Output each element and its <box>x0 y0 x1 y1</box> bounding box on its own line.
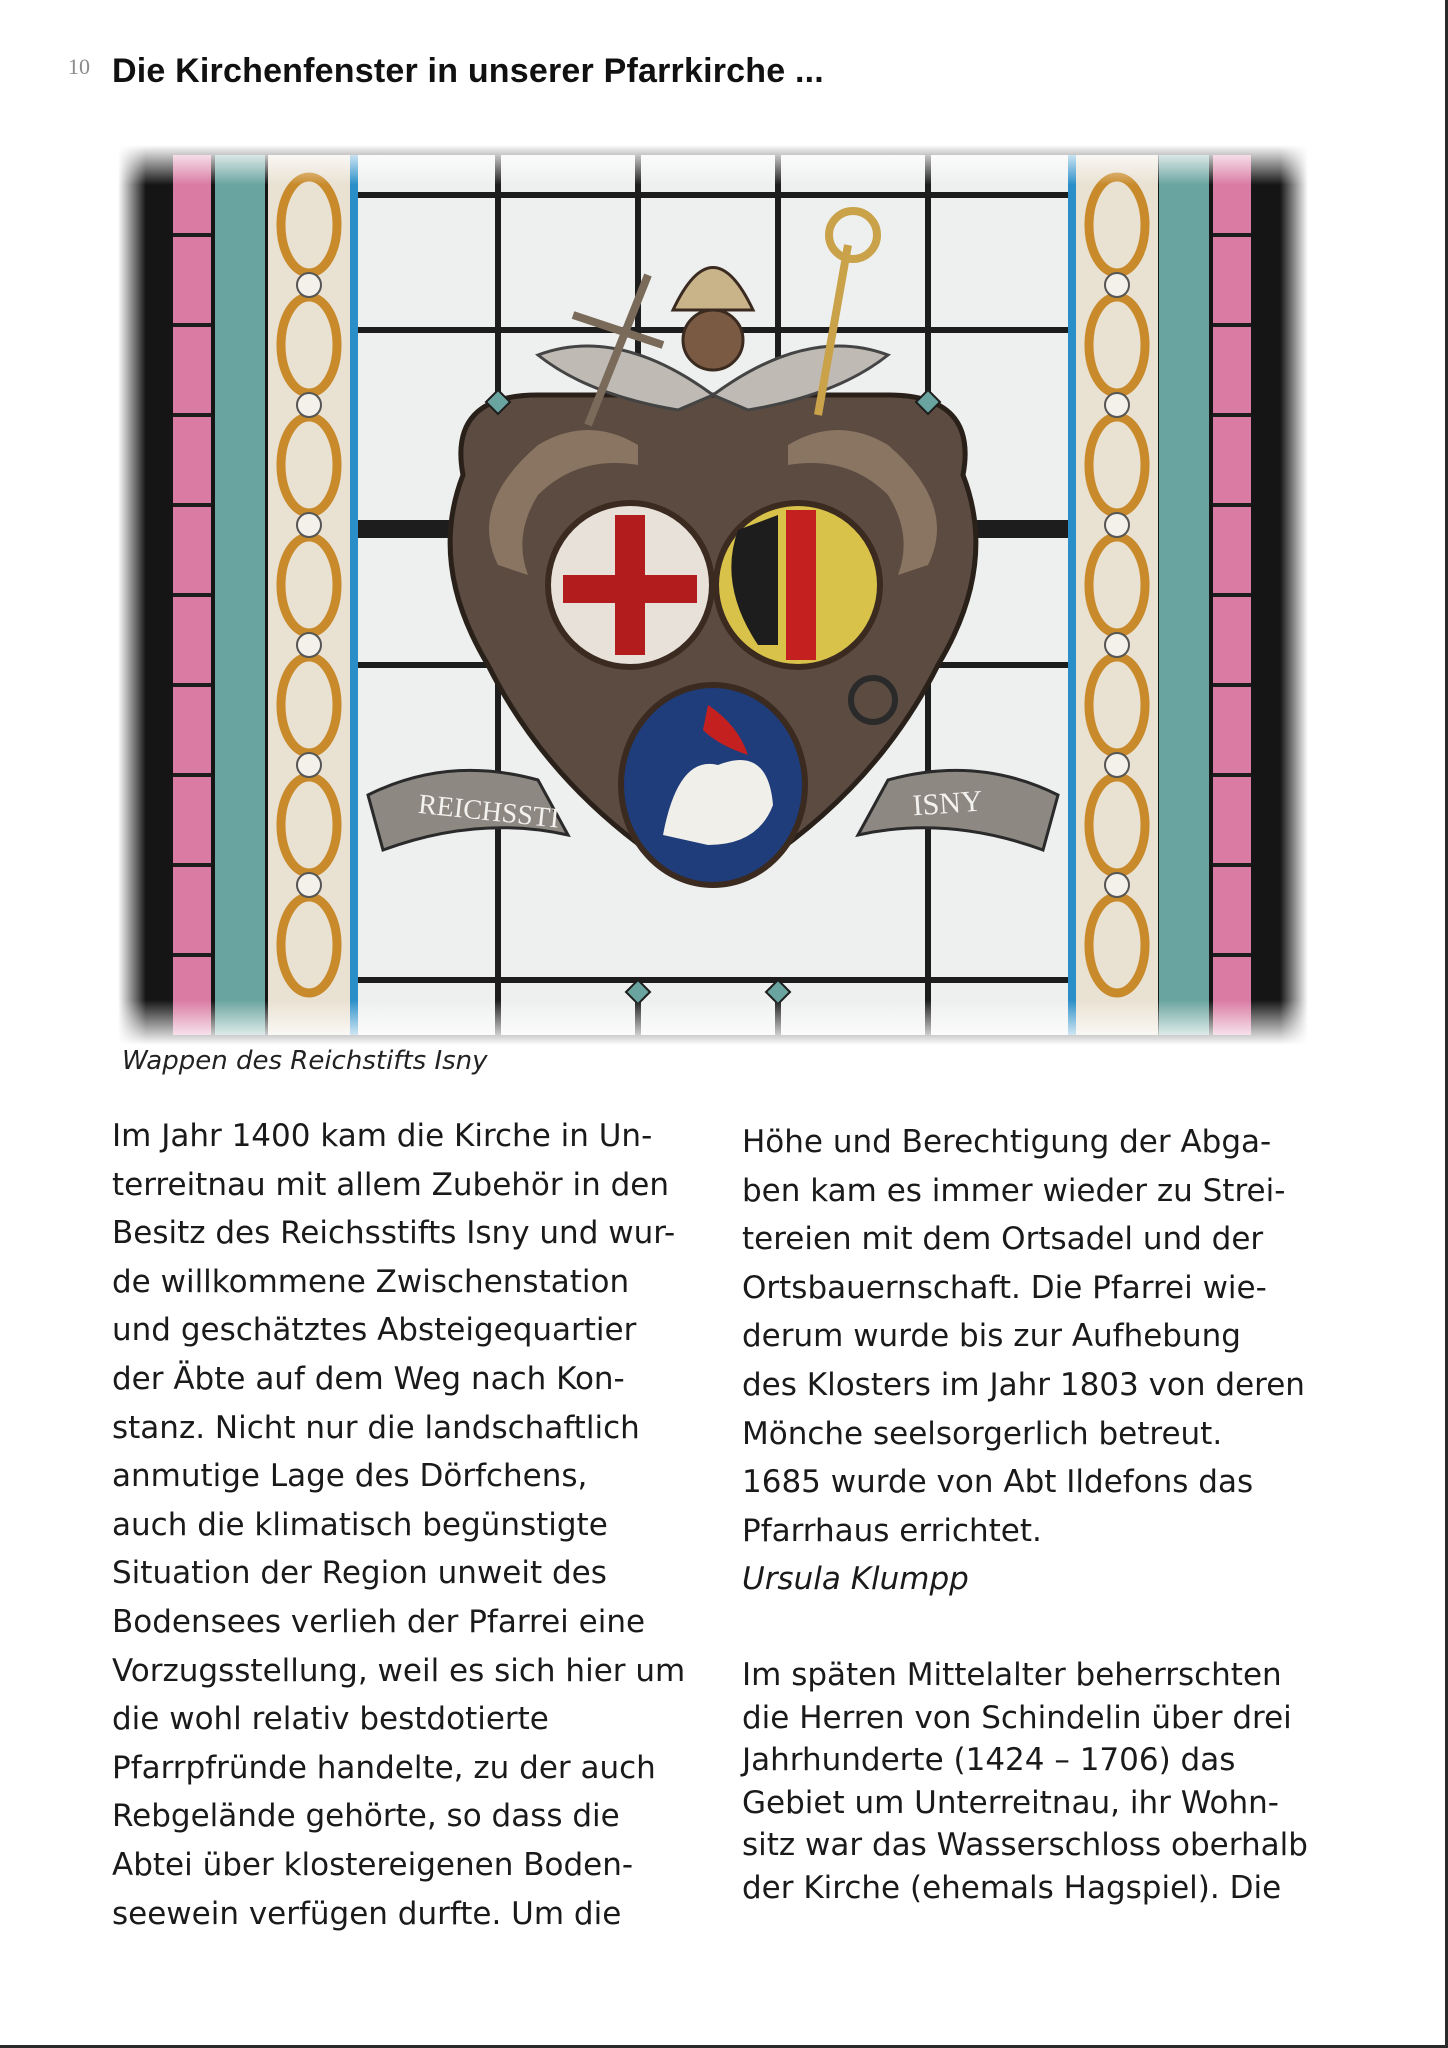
article-right-second-line: Gebiet um Unterreitnau, ihr Wohn- <box>742 1784 1279 1821</box>
figure-caption: Wappen des Reichstifts Isny <box>122 1046 488 1076</box>
article-right-lines <box>742 1118 1342 1555</box>
article-right-second-line: Im späten Mittelalter beherrschten <box>742 1657 1282 1693</box>
page-number: 10 <box>68 54 90 79</box>
photo-fade-left <box>118 145 146 1045</box>
article-right-line: 1685 wurde von Abt Ildefons das <box>742 1464 1254 1501</box>
article-left-line: und geschätztes Absteigequartier <box>112 1312 637 1349</box>
article-right-second-line: Jahrhunderte (1424 – 1706) das <box>742 1742 1236 1779</box>
article-column-right <box>742 1118 1342 1604</box>
photo-fade-top <box>118 145 1308 185</box>
article-right-line: derum wurde bis zur Aufhebung <box>742 1318 1241 1355</box>
article-left-line: Pfarrpfründe handelte, zu der auch <box>112 1749 656 1786</box>
article-right-line: Ortsbauernschaft. Die Pfarrei wie- <box>742 1269 1267 1306</box>
article-left-line: seewein verfügen durfte. Um die <box>112 1895 622 1932</box>
article-left-line: Rebgelände gehörte, so dass die <box>112 1798 620 1835</box>
article-right-line: ben kam es immer wieder zu Strei- <box>742 1172 1286 1209</box>
article-left-line: Im Jahr 1400 kam die Kirche in Un- <box>112 1118 653 1154</box>
page-title: Die Kirchenfenster in unserer Pfarrkirche ... <box>112 52 824 90</box>
stained-glass-window-illustration <box>118 145 1308 1045</box>
article-left-line: Bodensees verlieh der Pfarrei eine <box>112 1603 646 1640</box>
article-right-line: Pfarrhaus errichtet. <box>742 1512 1042 1549</box>
photo-fade-right <box>1280 145 1308 1045</box>
article-right-second-line: sitz war das Wasserschloss oberhalb <box>742 1827 1308 1864</box>
banner-left-text: REICHSSTI <box>416 788 561 835</box>
article-left-line: stanz. Nicht nur die landschaftlich <box>112 1409 640 1446</box>
article-left-line: Situation der Region unweit des <box>112 1555 607 1592</box>
article-right-second-line: der Kirche (ehemals Hagspiel). Die <box>742 1869 1282 1906</box>
stained-glass-window-photo <box>118 145 1308 1045</box>
article-left-line: anmutige Lage des Dörfchens, <box>112 1458 588 1495</box>
article-left-line: Besitz des Reichsstifts Isny und wur- <box>112 1215 676 1252</box>
article-column-left <box>112 1112 712 1938</box>
article-left-line: de willkommene Zwischenstation <box>112 1263 630 1300</box>
article-left-line: auch die klimatisch begünstigte <box>112 1506 608 1543</box>
article-left-line: terreitnau mit allem Zubehör in den <box>112 1166 670 1203</box>
article-right-line: Mönche seelsorgerlich betreut. <box>742 1415 1223 1452</box>
article-right-second-line: die Herren von Schindelin über drei <box>742 1699 1292 1736</box>
article-left-line: Vorzugsstellung, weil es sich hier um <box>112 1652 686 1689</box>
article-right-line: des Klosters im Jahr 1803 von deren <box>742 1366 1305 1403</box>
article-right-line: Höhe und Berechtigung der Abga- <box>742 1124 1272 1160</box>
article-column-right-second-paragraph <box>742 1654 1342 1910</box>
photo-fade-bottom <box>118 1000 1308 1045</box>
article-left-line: der Äbte auf dem Weg nach Kon- <box>112 1360 625 1397</box>
article-left-line: Abtei über klostereigenen Boden- <box>112 1846 634 1883</box>
article-author: Ursula Klumpp <box>742 1561 969 1598</box>
article-right-line: tereien mit dem Ortsadel und der <box>742 1221 1264 1258</box>
banner-right-text: ISNY <box>911 784 984 823</box>
article-left-line: die wohl relativ bestdotierte <box>112 1701 549 1738</box>
